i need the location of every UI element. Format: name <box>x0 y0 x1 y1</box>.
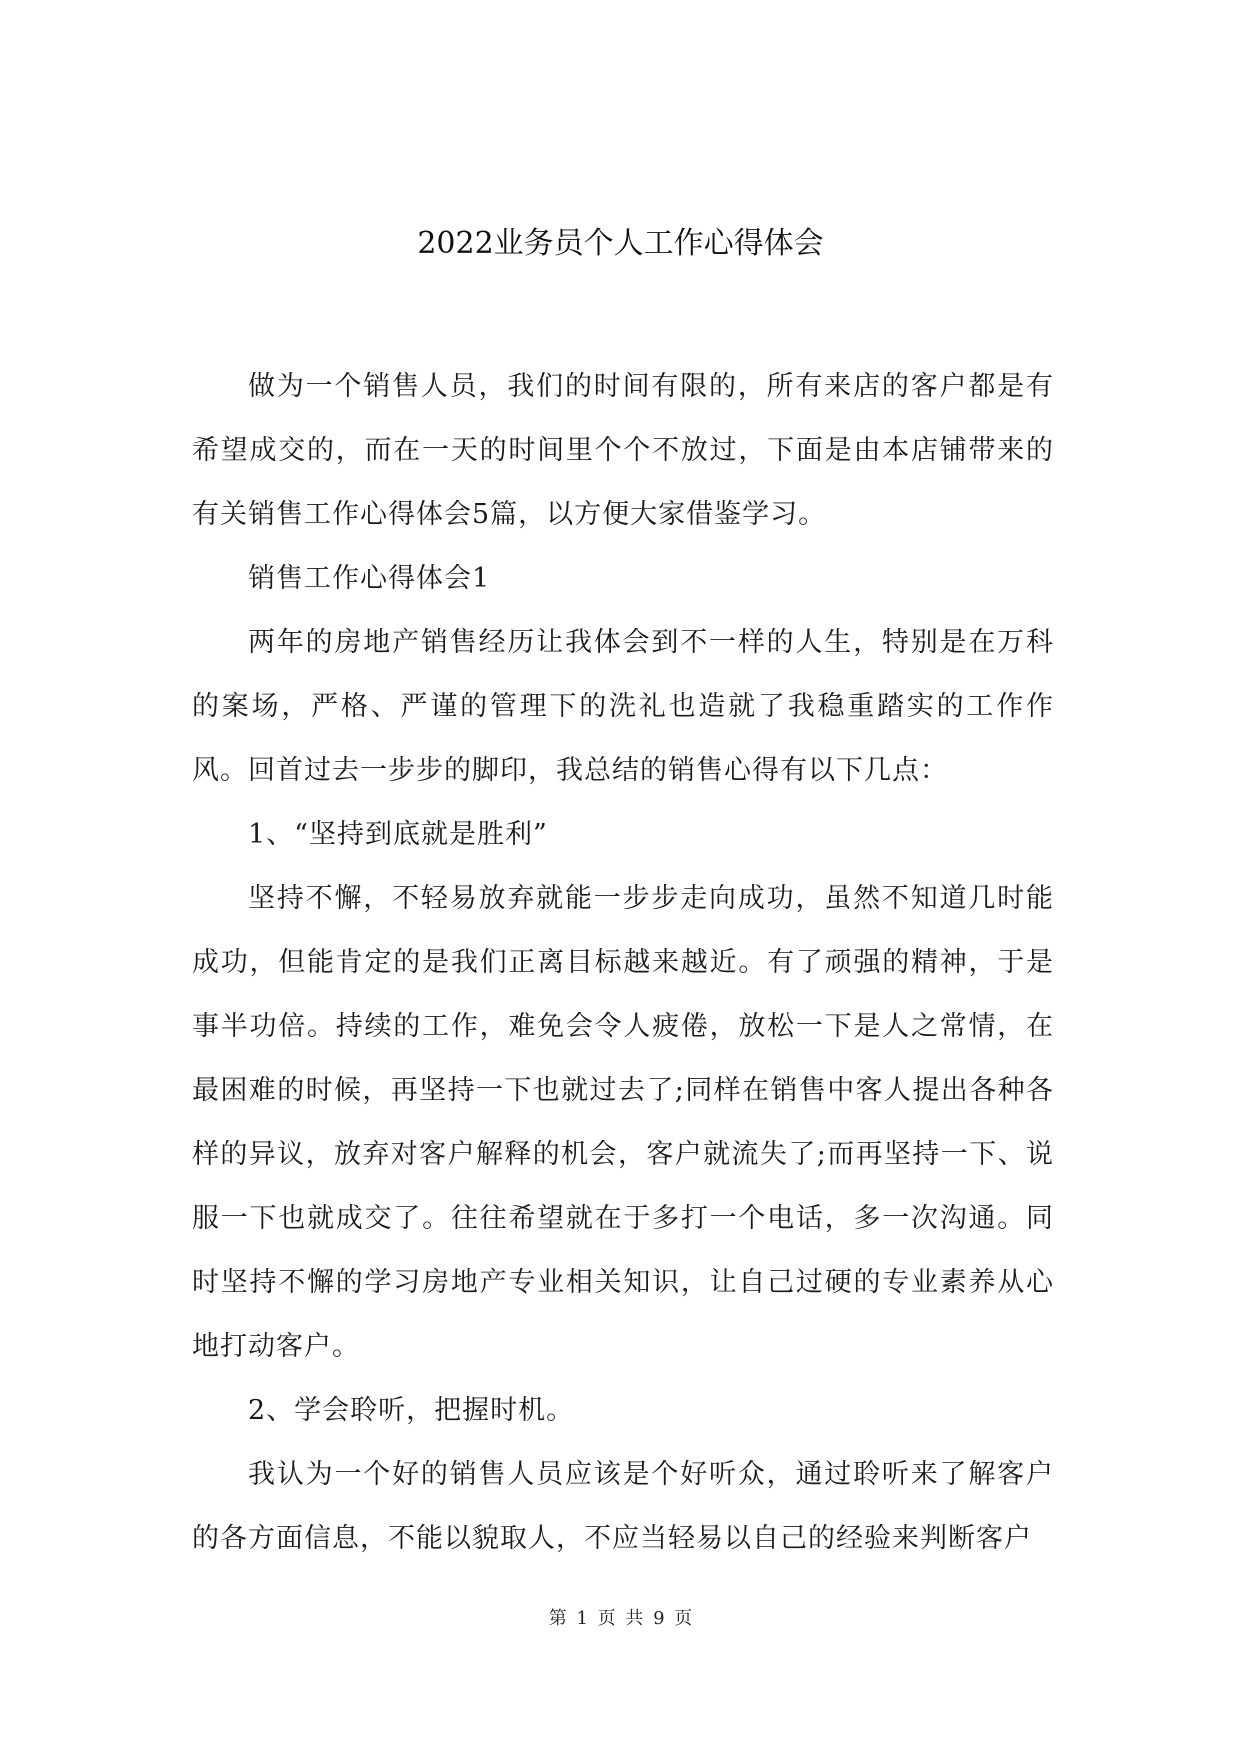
point-heading-1: 1、“坚持到底就是胜利” <box>248 819 548 850</box>
paragraph: 坚持不懈，不轻易放弃就能一步步走向成功，虽然不知道几时能成功，但能肯定的是我们正离目标越来越近。有了顽强的精神，于是事半功倍。持续的工作，难免会令人疲倦，放松一下是人之常情，在最困难的时候，再坚持一下也就过去了;同样在销售中客人提出各种各样的异议，放弃对客户解释的机会，客户就流失了;而再坚持一下、说服一下也就成交了。往往希望就在于多打一个电话，多一次沟通。同时坚持不懈的学习房地产专业相关知识，让自己过硬的专业素养从心地打动客户。 <box>192 883 1054 1362</box>
document-body <box>192 355 1054 1571</box>
paragraph: 两年的房地产销售经历让我体会到不一样的人生，特别是在万科的案场，严格、严谨的管理下的洗礼也造就了我稳重踏实的工作作风。回首过去一步步的脚印，我总结的销售心得有以下几点： <box>192 627 1054 786</box>
point-heading-2: 2、学会聆听，把握时机。 <box>248 1395 575 1426</box>
paragraph: 我认为一个好的销售人员应该是个好听众，通过聆听来了解客户的各方面信息，不能以貌取人，不应当轻易以自己的经验来判断客户 <box>192 1459 1054 1554</box>
page-number-footer: 第 1 页 共 9 页 <box>548 1608 693 1629</box>
paragraph-intro: 做为一个销售人员，我们的时间有限的，所有来店的客户都是有希望成交的，而在一天的时间里个个不放过，下面是由本店铺带来的有关销售工作心得体会5篇，以方便大家借鉴学习。 <box>192 371 1054 530</box>
section-heading-1: 销售工作心得体会1 <box>248 563 491 594</box>
document-title: 2022业务员个人工作心得体会 <box>417 226 824 261</box>
